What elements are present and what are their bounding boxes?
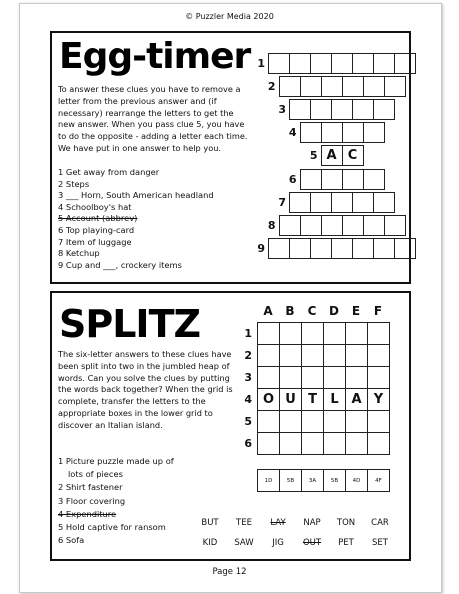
splitz-row-4 bbox=[257, 388, 390, 411]
splitz-heap-word: CAR bbox=[371, 518, 389, 528]
copyright: © Puzzler Media 2020 bbox=[185, 12, 274, 21]
splitz-lower-cell[interactable]: 5B bbox=[279, 469, 302, 492]
egg-cell[interactable] bbox=[394, 238, 416, 259]
egg-row-4 bbox=[300, 122, 385, 143]
splitz-row-3 bbox=[257, 366, 390, 389]
egg-clue-text: Ketchup bbox=[65, 248, 100, 259]
splitz-cell[interactable] bbox=[323, 322, 346, 345]
egg-cell[interactable] bbox=[342, 76, 364, 97]
splitz-cell[interactable] bbox=[301, 410, 324, 433]
egg-clue-number: 6 bbox=[58, 224, 66, 235]
egg-clue-number: 4 bbox=[58, 201, 66, 212]
egg-row-number-4: 4 bbox=[288, 126, 297, 140]
splitz-cell[interactable] bbox=[257, 432, 280, 455]
egg-cell[interactable] bbox=[363, 76, 385, 97]
egg-cell[interactable] bbox=[384, 215, 406, 236]
splitz-lower-cell[interactable]: 4F bbox=[367, 469, 390, 492]
splitz-word-heap bbox=[193, 518, 397, 548]
egg-cell[interactable] bbox=[352, 238, 374, 259]
splitz-cell[interactable] bbox=[323, 344, 346, 367]
egg-cell[interactable] bbox=[300, 122, 322, 143]
splitz-clue: 5 Hold captive for ransom bbox=[58, 522, 166, 533]
splitz-column-letter-e: E bbox=[351, 304, 361, 318]
egg-clue-text: Account (abbrev) bbox=[65, 213, 138, 224]
egg-row-number-7: 7 bbox=[278, 195, 286, 209]
egg-cell[interactable] bbox=[321, 215, 343, 236]
egg-cell[interactable] bbox=[289, 238, 311, 259]
egg-cell[interactable] bbox=[279, 215, 301, 236]
splitz-cell[interactable]: A bbox=[345, 388, 368, 411]
egg-cell[interactable] bbox=[363, 122, 385, 143]
splitz-intro: The six-letter answers to these clues have been split into two in the jumbled heap of words. Can you solve the clues by putting the words back together? When the grid is complete, transfer the letters to the appropriate boxes in the lower grid to discover an Italian island. bbox=[58, 349, 233, 430]
egg-cell[interactable] bbox=[331, 192, 353, 213]
egg-cell[interactable] bbox=[331, 238, 353, 259]
splitz-row-number-4: 4 bbox=[244, 393, 252, 406]
egg-cell[interactable] bbox=[289, 192, 311, 213]
egg-clue-number: 3 bbox=[58, 190, 66, 201]
splitz-cell[interactable] bbox=[367, 322, 390, 345]
egg-cell[interactable] bbox=[321, 76, 343, 97]
egg-clue-text: Get away from danger bbox=[65, 167, 160, 177]
splitz-cell[interactable] bbox=[279, 344, 302, 367]
splitz-cell[interactable] bbox=[279, 432, 302, 455]
egg-clue-text: Steps bbox=[65, 178, 90, 189]
egg-timer-clue-list bbox=[58, 167, 214, 271]
splitz-column-letter-d: D bbox=[329, 304, 339, 318]
egg-clue-text: Top playing-card bbox=[65, 224, 135, 235]
splitz-heap-word: BUT bbox=[201, 518, 219, 528]
splitz-cell[interactable] bbox=[301, 366, 324, 389]
egg-cell[interactable] bbox=[279, 76, 301, 97]
egg-cell[interactable] bbox=[310, 192, 332, 213]
egg-clue-5 bbox=[58, 213, 214, 225]
egg-cell[interactable] bbox=[373, 192, 395, 213]
splitz-cell[interactable] bbox=[279, 410, 302, 433]
egg-clue-1 bbox=[58, 167, 214, 179]
egg-cell[interactable] bbox=[394, 53, 416, 74]
egg-cell[interactable] bbox=[352, 53, 374, 74]
egg-cell[interactable] bbox=[300, 215, 322, 236]
egg-clue-number: 2 bbox=[58, 178, 66, 189]
splitz-heap-word: LAY bbox=[270, 518, 286, 528]
egg-clue-9 bbox=[58, 260, 214, 272]
egg-clue-text: Cup and ___, crockery items bbox=[65, 259, 182, 270]
splitz-row-5 bbox=[257, 410, 390, 433]
splitz-clue: 4 Expenditure bbox=[58, 508, 117, 519]
egg-row-2 bbox=[279, 76, 406, 97]
egg-cell[interactable] bbox=[373, 99, 395, 120]
splitz-cell[interactable]: Y bbox=[367, 388, 390, 411]
egg-cell[interactable] bbox=[342, 169, 364, 190]
splitz-lower-grid bbox=[257, 469, 390, 492]
splitz-cell[interactable] bbox=[323, 366, 346, 389]
splitz-clue-list bbox=[58, 455, 174, 547]
splitz-row-number-2: 2 bbox=[244, 349, 252, 362]
egg-cell[interactable] bbox=[352, 99, 374, 120]
egg-cell[interactable] bbox=[300, 169, 322, 190]
egg-cell[interactable] bbox=[310, 238, 332, 259]
egg-row-7 bbox=[289, 192, 395, 213]
page-number: Page 12 bbox=[212, 567, 247, 577]
egg-row-number-9: 9 bbox=[257, 241, 265, 255]
splitz-cell[interactable]: O bbox=[257, 388, 280, 411]
splitz-cell[interactable] bbox=[279, 366, 302, 389]
splitz-lower-cell[interactable]: 3A bbox=[301, 469, 324, 492]
egg-row-number-1: 1 bbox=[257, 57, 265, 70]
splitz-column-letters bbox=[257, 304, 389, 318]
splitz-column-letter-b: B bbox=[285, 304, 295, 318]
egg-row-5 bbox=[321, 145, 364, 166]
egg-clue-number: 1 bbox=[58, 167, 66, 177]
egg-cell[interactable] bbox=[321, 169, 343, 190]
splitz-cell[interactable] bbox=[367, 344, 390, 367]
egg-row-number-6: 6 bbox=[288, 172, 297, 186]
splitz-cell[interactable] bbox=[323, 432, 346, 455]
splitz-cell[interactable] bbox=[279, 322, 302, 345]
splitz-cell[interactable]: L bbox=[323, 388, 346, 411]
splitz-cell[interactable] bbox=[345, 366, 368, 389]
splitz-cell[interactable] bbox=[301, 432, 324, 455]
splitz-cell[interactable] bbox=[257, 322, 280, 345]
egg-clue-number: 8 bbox=[58, 248, 66, 259]
splitz-panel bbox=[50, 291, 411, 561]
egg-cell[interactable] bbox=[373, 238, 395, 259]
egg-row-3 bbox=[289, 99, 395, 120]
splitz-heap-word: PET bbox=[338, 538, 354, 548]
egg-clue-text: Schoolboy's hat bbox=[65, 201, 132, 212]
splitz-heap-word: JIG bbox=[272, 538, 284, 548]
splitz-column-letter-a: A bbox=[263, 304, 273, 318]
egg-row-number-5: 5 bbox=[309, 149, 318, 163]
splitz-row-number-6: 6 bbox=[244, 437, 252, 450]
egg-cell[interactable] bbox=[373, 53, 395, 74]
splitz-cell[interactable] bbox=[301, 344, 324, 367]
splitz-cell[interactable] bbox=[345, 344, 368, 367]
egg-timer-intro: To answer these clues you have to remove a letter from the previous answer and (if necessary) rearrange the letters to get the new answer. When you pass clue 5, you have to do the opposite - adding a letter each time. We have put in one answer to help you. bbox=[58, 84, 248, 153]
splitz-heap-word: SET bbox=[372, 538, 388, 548]
egg-clue-text: Item of luggage bbox=[65, 236, 132, 247]
egg-cell[interactable] bbox=[352, 192, 374, 213]
egg-clue-number: 7 bbox=[58, 236, 66, 247]
splitz-cell[interactable] bbox=[345, 432, 368, 455]
splitz-cell[interactable] bbox=[257, 366, 280, 389]
egg-timer-title: Egg-timer bbox=[59, 36, 251, 77]
egg-clue-4 bbox=[58, 202, 214, 214]
egg-clue-number: 9 bbox=[58, 259, 66, 270]
egg-row-6 bbox=[300, 169, 385, 190]
egg-cell[interactable] bbox=[384, 76, 406, 97]
egg-cell[interactable] bbox=[331, 99, 353, 120]
splitz-lower-cell[interactable]: 1D bbox=[257, 469, 280, 492]
egg-cell[interactable] bbox=[321, 122, 343, 143]
splitz-cell[interactable] bbox=[345, 410, 368, 433]
splitz-cell[interactable]: U bbox=[279, 388, 302, 411]
splitz-heap-word: SAW bbox=[234, 538, 254, 548]
egg-cell[interactable] bbox=[268, 238, 290, 259]
egg-row-number-3: 3 bbox=[278, 103, 286, 117]
egg-cell[interactable] bbox=[300, 76, 322, 97]
splitz-heap-word: NAP bbox=[303, 518, 321, 528]
splitz-cell[interactable] bbox=[345, 322, 368, 345]
egg-cell[interactable] bbox=[363, 169, 385, 190]
splitz-heap-word: OUT bbox=[302, 538, 322, 548]
splitz-cell[interactable] bbox=[367, 410, 390, 433]
egg-cell[interactable] bbox=[363, 215, 385, 236]
egg-cell[interactable] bbox=[310, 53, 332, 74]
splitz-column-letter-c: C bbox=[307, 304, 317, 318]
egg-clue-2 bbox=[58, 179, 214, 191]
splitz-column-letter-f: F bbox=[373, 304, 383, 318]
egg-cell[interactable]: A bbox=[321, 145, 343, 166]
splitz-clue: lots of pieces bbox=[68, 469, 123, 480]
egg-timer-panel bbox=[50, 31, 411, 284]
egg-row-9 bbox=[268, 238, 416, 259]
splitz-heap-word: TEE bbox=[236, 518, 252, 528]
egg-row-number-8: 8 bbox=[267, 218, 276, 232]
splitz-cell[interactable] bbox=[367, 432, 390, 455]
splitz-cell[interactable] bbox=[257, 344, 280, 367]
egg-cell[interactable]: C bbox=[342, 145, 364, 166]
egg-clue-3 bbox=[58, 190, 214, 202]
splitz-row-number-5: 5 bbox=[244, 415, 252, 428]
egg-cell[interactable] bbox=[268, 53, 290, 74]
egg-row-1 bbox=[268, 53, 416, 74]
egg-clue-7 bbox=[58, 237, 214, 249]
egg-clue-text: ___ Horn, South American headland bbox=[65, 190, 214, 201]
splitz-cell[interactable]: T bbox=[301, 388, 324, 411]
splitz-cell[interactable] bbox=[301, 322, 324, 345]
egg-cell[interactable] bbox=[342, 122, 364, 143]
splitz-lower-cell[interactable]: 4D bbox=[345, 469, 368, 492]
splitz-row-2 bbox=[257, 344, 390, 367]
egg-cell[interactable] bbox=[289, 53, 311, 74]
egg-clue-number: 5 bbox=[58, 213, 66, 224]
splitz-heap-word: KID bbox=[202, 538, 218, 548]
egg-cell[interactable] bbox=[331, 53, 353, 74]
splitz-clue: 1 Picture puzzle made up of bbox=[58, 456, 174, 466]
splitz-clue: 2 Shirt fastener bbox=[58, 482, 123, 493]
splitz-clue: 6 Sofa bbox=[58, 535, 85, 546]
splitz-heap-word: TON bbox=[336, 518, 356, 528]
egg-row-8 bbox=[279, 215, 406, 236]
egg-cell[interactable] bbox=[342, 215, 364, 236]
splitz-cell[interactable] bbox=[367, 366, 390, 389]
splitz-row-6 bbox=[257, 432, 390, 455]
splitz-row-number-3: 3 bbox=[244, 371, 252, 384]
splitz-lower-cell[interactable]: 5B bbox=[323, 469, 346, 492]
splitz-cell[interactable] bbox=[323, 410, 346, 433]
splitz-cell[interactable] bbox=[257, 410, 280, 433]
egg-cell[interactable] bbox=[310, 99, 332, 120]
splitz-row-1 bbox=[257, 322, 390, 345]
egg-row-number-2: 2 bbox=[267, 80, 276, 94]
splitz-title: SPLITZ bbox=[59, 302, 201, 346]
splitz-row-number-1: 1 bbox=[244, 327, 252, 340]
egg-clue-6 bbox=[58, 225, 214, 237]
splitz-clue: 3 Floor covering bbox=[58, 495, 126, 506]
egg-cell[interactable] bbox=[289, 99, 311, 120]
egg-clue-8 bbox=[58, 248, 214, 260]
